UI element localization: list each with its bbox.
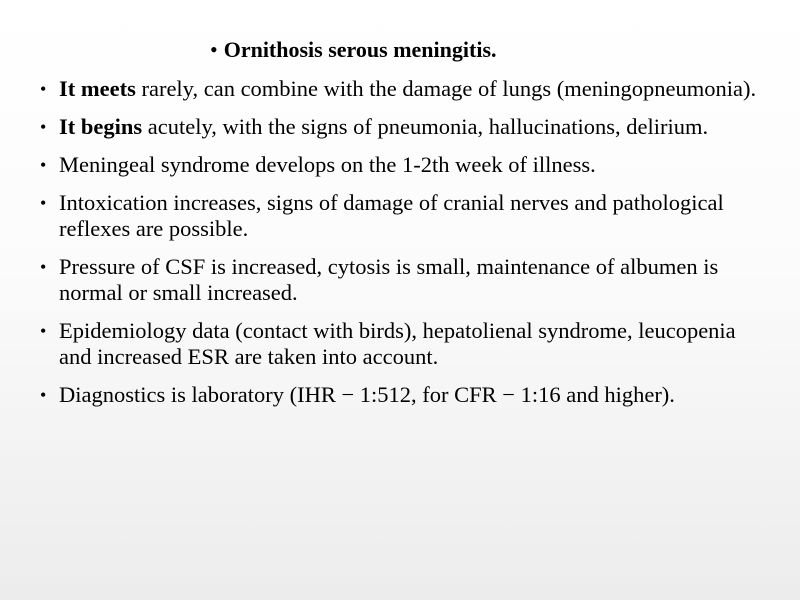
bullet-dot: •	[40, 117, 47, 137]
bullet-dot: •	[40, 193, 47, 213]
bullet-item-2	[40, 114, 770, 140]
bullet-dot: •	[40, 257, 47, 277]
bullet-item-1	[40, 76, 770, 102]
bullet-text: rarely, can combine with the damage of lungs (meningopneumonia).	[135, 76, 757, 101]
title-bullet: •	[210, 37, 218, 62]
bullet-text: Diagnostics is laboratory (IHR − 1:512, for CFR − 1:16 and higher).	[59, 382, 675, 407]
bullet-lead: It meets	[59, 76, 136, 101]
bullet-text: Pressure of CSF is increased, cytosis is small, maintenance of albumen is normal or small increased.	[59, 254, 719, 305]
bullet-dot: •	[40, 385, 47, 405]
bullet-lead: It begins	[59, 114, 143, 139]
bullet-text: acutely, with the signs of pneumonia, hallucinations, delirium.	[142, 114, 709, 139]
bullet-item-4	[40, 190, 770, 242]
bullet-item-7	[40, 382, 770, 408]
slide-title	[210, 37, 497, 63]
bullet-item-6	[40, 318, 770, 370]
bullet-list	[40, 76, 770, 420]
bullet-dot: •	[40, 155, 47, 175]
bullet-text: Intoxication increases, signs of damage of cranial nerves and pathological reflexes are possible.	[59, 190, 724, 241]
bullet-item-3	[40, 152, 770, 178]
slide-title-text: Ornithosis serous meningitis.	[223, 37, 497, 62]
bullet-dot: •	[40, 321, 47, 341]
bullet-item-5	[40, 254, 770, 306]
bullet-dot: •	[40, 79, 47, 99]
bullet-text: Epidemiology data (contact with birds), hepatolienal syndrome, leucopenia and increased ESR are taken into account.	[59, 318, 736, 369]
bullet-text: Meningeal syndrome develops on the 1-2th week of illness.	[59, 152, 596, 177]
